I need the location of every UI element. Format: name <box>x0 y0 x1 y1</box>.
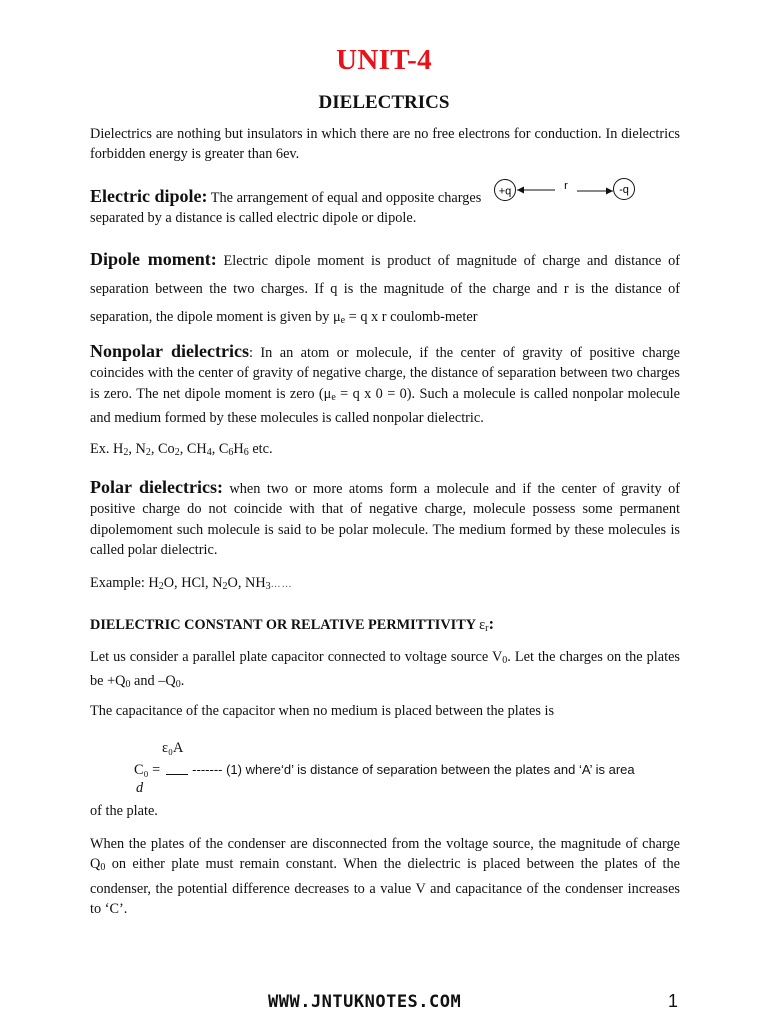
formula-h2: H <box>113 441 124 457</box>
separator: , <box>211 441 219 457</box>
subscript: 2 <box>174 447 180 458</box>
separator: , <box>174 575 182 591</box>
nonpolar-examples <box>90 439 680 463</box>
subscript: 0 <box>502 655 508 666</box>
subscript: 2 <box>158 581 164 592</box>
polar-paragraph <box>90 477 680 560</box>
polar-heading: Polar dielectrics: <box>90 477 223 497</box>
electric-dipole-text-2: separated by a distance is called electric dipole or dipole. <box>90 210 417 227</box>
capacitor-paragraph <box>90 647 680 696</box>
formula-numerator: ε₀A <box>162 740 184 756</box>
subscript: 6 <box>228 447 234 458</box>
formula-ch4: CH <box>186 441 207 457</box>
nonpolar-text-a: : In an atom or molecule, if the center of gravity of positive charge coincides with the center of gravity of negative charge, the distance of separation between two charges is zero. The net dipole moment is zero ( <box>90 345 680 402</box>
examples-prefix: Ex. <box>90 441 114 457</box>
dipole-moment-paragraph <box>90 245 680 335</box>
subscript: 0 <box>175 679 181 691</box>
unit-title: UNIT-4 <box>336 44 432 76</box>
text: . <box>180 673 185 690</box>
formula-hcl: HCl <box>181 575 206 591</box>
right-arrow-head <box>606 188 613 195</box>
plate-text: of the plate. <box>90 803 158 819</box>
condenser-paragraph <box>90 834 680 919</box>
subscript: 0 <box>100 862 106 874</box>
formula-nh3: NH <box>245 575 266 591</box>
subscript: 2 <box>145 447 151 458</box>
separator: , <box>150 441 158 457</box>
mu-symbol: μ <box>333 309 341 325</box>
colon: : <box>488 614 495 633</box>
mu-symbol: μ <box>323 385 332 402</box>
subscript: r <box>485 623 489 634</box>
negative-charge-label: -q <box>619 184 629 196</box>
nonpolar-paragraph <box>90 341 680 428</box>
heading-text: DIELECTRIC CONSTANT OR RELATIVE PERMITTIVITY <box>90 617 480 633</box>
formula-n2: N <box>135 441 146 457</box>
dielectric-constant-heading <box>90 614 494 634</box>
nonpolar-text-b: = q x 0 = 0). Such a molecule is called nonpolar molecule and medium formed by these molecules is called nonpolar dielectric. <box>90 385 680 426</box>
separator: , <box>205 575 213 591</box>
formula-lhs: C₀ = <box>134 762 161 778</box>
subscript: 3 <box>265 581 271 592</box>
separator: , <box>128 441 136 457</box>
subscript: 2 <box>222 581 228 592</box>
footer-website: WWW.JNTUKNOTES.COM <box>268 992 462 1012</box>
text: and –Q <box>130 673 176 690</box>
formula-c6h6: C <box>218 441 229 457</box>
mu-subscript: e <box>331 391 336 403</box>
formula-denominator: d <box>136 780 144 796</box>
examples-prefix: Example: <box>90 575 149 591</box>
polar-examples <box>90 573 680 597</box>
subscript: 2 <box>123 447 129 458</box>
left-arrow-head <box>517 187 524 194</box>
nonpolar-heading: Nonpolar dielectrics <box>90 341 250 361</box>
distance-label: r <box>564 180 568 192</box>
electric-dipole-heading: Electric dipole: <box>90 186 208 206</box>
subscript: 0 <box>125 679 131 691</box>
text: . Let the charges on the plates be +Q <box>90 649 680 690</box>
formula-n2o: N <box>212 575 223 591</box>
dipole-diagram <box>493 176 643 210</box>
electric-dipole-paragraph <box>90 186 490 229</box>
epsilon-symbol: ε <box>479 617 486 633</box>
formula-co2: Co <box>158 441 175 457</box>
mu-subscript: e <box>340 315 346 326</box>
dipole-moment-text: Electric dipole moment is product of magnitude of charge and distance of separation between the two charges. If q is the magnitude of the charge and r is the distance of separation, the dipole moment is given by <box>90 253 680 325</box>
dipole-moment-heading: Dipole moment: <box>90 249 217 269</box>
formula-h2o: H <box>148 575 159 591</box>
formula-part: H <box>233 441 244 457</box>
page-title: DIELECTRICS <box>318 92 450 113</box>
text: When the plates of the condenser are disconnected from the voltage source, the magnitude of charge Q <box>90 836 680 873</box>
formula-part: O <box>227 575 238 591</box>
separator: , <box>237 575 245 591</box>
formula-part: O <box>163 575 175 591</box>
separator: etc. <box>248 441 273 457</box>
text: on either plate must remain constant. When the dielectric is placed between the plates of the condenser, the potential difference decreases to a value V and capacitance of the condenser increases to ‘C’. <box>90 856 680 917</box>
polar-text: when two or more atoms form a molecule and if the center of gravity of positive charge do not coincide with that of negative charge, molecule possess some permanent dipolemoment such molecule is said to be polar molecule. The medium formed by these molecules is called polar dielectric. <box>90 481 680 558</box>
subscript: 4 <box>206 447 212 458</box>
trailing-dots: …… <box>270 579 293 590</box>
dipole-moment-formula: = q x r coulomb-meter <box>345 309 478 325</box>
capacitance-paragraph: The capacitance of the capacitor when no medium is placed between the plates is <box>90 703 555 719</box>
intro-paragraph: Dielectrics are nothing but insulators in which there are no free electrons for conduction. In dielectrics forbidden energy is greater than 6ev. <box>90 126 680 163</box>
electric-dipole-text-1: The arrangement of equal and opposite charges <box>207 190 482 206</box>
page-number: 1 <box>668 991 679 1011</box>
separator: , <box>179 441 187 457</box>
formula-rhs: ------- (1) where‘d’ is distance of separation between the plates and ‘A’ is area <box>192 762 635 777</box>
fraction-bar <box>166 762 188 775</box>
subscript: 6 <box>243 447 249 458</box>
formula-row <box>134 762 635 779</box>
text: Let us consider a parallel plate capacitor connected to voltage source V <box>90 649 503 665</box>
positive-charge-label: +q <box>498 185 512 198</box>
